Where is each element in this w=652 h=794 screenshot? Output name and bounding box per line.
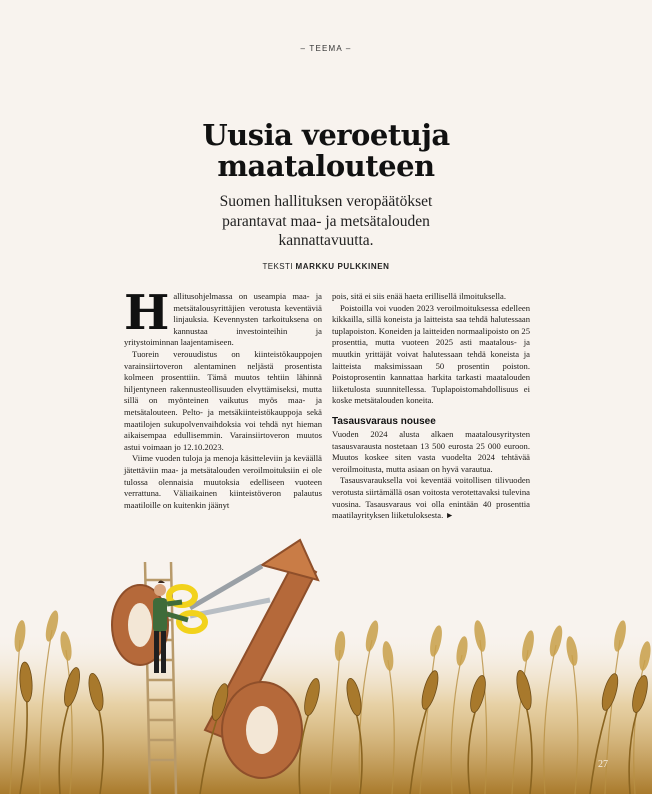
paragraph: Vuoden 2024 alusta alkaen maatalousyritysten tasausvarausta nostetaan 13 500 eurosta 25 000 euroon. Muutos koskee siten vasta vuodelta 2024 tehtävää veroilmoitusta, mutta asiaan on hyvä varautua. — [332, 428, 530, 474]
byline-author: MARKKU PULKKINEN — [295, 262, 390, 271]
article-title: Uusia veroetuja maatalouteen — [202, 118, 450, 183]
paragraph-text: Tasausvarauksella voi keventää voitollisen tilivuoden verotusta siirtämällä osan voitosta verotettavaksi tulevina vuosina. Tasausvaraus voi olla enintään 40 prosenttia maatilayrityksen liiketuloksesta. — [332, 475, 530, 521]
paragraph-text: allitusohjelmassa on useampia maa- ja metsätalousyrittäjien verotusta keventäviä linjauksia. Kevennysten tarkoituksena on kannustaa investointeihin ja yritystoiminnan laajentamiseen. — [124, 291, 322, 348]
article-column-1 — [124, 285, 322, 511]
page-number: 27 — [598, 759, 608, 770]
paragraph: Poistoilla voi vuoden 2023 veroilmoituksessa edelleen kikkailla, sillä koneista ja laitteista saa tehdä halutessaan tuplapoiston. Koneiden ja laitteiden normaalipoisto on 25 prosenttia, mutta vuoteen 2025 asti maatalous- ja muutkin yrittäjät voivat halutessaan tehdä koneista ja laitteista maksimissaan 50 prosentin poiston. Poistoprosentin kannattaa harkita tarkasti maatalouden liiketulosta suunnitellessa. Tuplapoistomahdollisuus ei koske metsätalouden koneita. — [332, 302, 530, 406]
end-mark-icon: ► — [445, 510, 454, 521]
article-column-2 — [332, 291, 530, 522]
wheat-field-illustration — [0, 520, 652, 794]
paragraph: Tuorein verouudistus on kiinteistökauppojen varainsiirtoveron alentaminen neljästä prosentista kolmeen prosenttiin. Tämä muutos tehtiin lähinnä hiljentyneen rakennusteollisuuden elvyttämiseksi, mutta sillä on myönteinen vaikutus myös maa- ja metsätalouteen. Pelto- ja metsäkiinteistökauppoja sekä maatilojen sukupolvenvaihdoksia voi tehdä nyt hieman aikaisempaa edullisemmin. Varainsiirtoveron muutos astui voimaan jo 12.10.2023. — [124, 348, 322, 452]
dropcap: H — [124, 285, 170, 341]
byline-prefix: TEKSTI — [262, 262, 293, 271]
subheading: Tasausvaraus nousee — [332, 415, 436, 427]
paragraph: Viime vuoden tuloja ja menoja käsitteleviin ja keväällä jätettäviin maa- ja metsätalouden veroilmoituksiin ei ole tulossa olennaisia muutoksia edelliseen vuoteen verrattuna. Väliaikainen kiinteistöveron palautus maatiloille on kuitenkin jäänyt — [124, 453, 322, 510]
section-kicker: – TEEMA – — [300, 44, 352, 53]
paragraph: pois, sitä ei siis enää haeta erillisellä ilmoituksella. — [332, 291, 506, 301]
paragraph — [332, 475, 530, 521]
paragraph — [124, 285, 322, 349]
article-subtitle: Suomen hallituksen veropäätökset parantavat maa- ja metsätalouden kannattavuutta. — [219, 193, 433, 249]
byline — [0, 262, 652, 271]
